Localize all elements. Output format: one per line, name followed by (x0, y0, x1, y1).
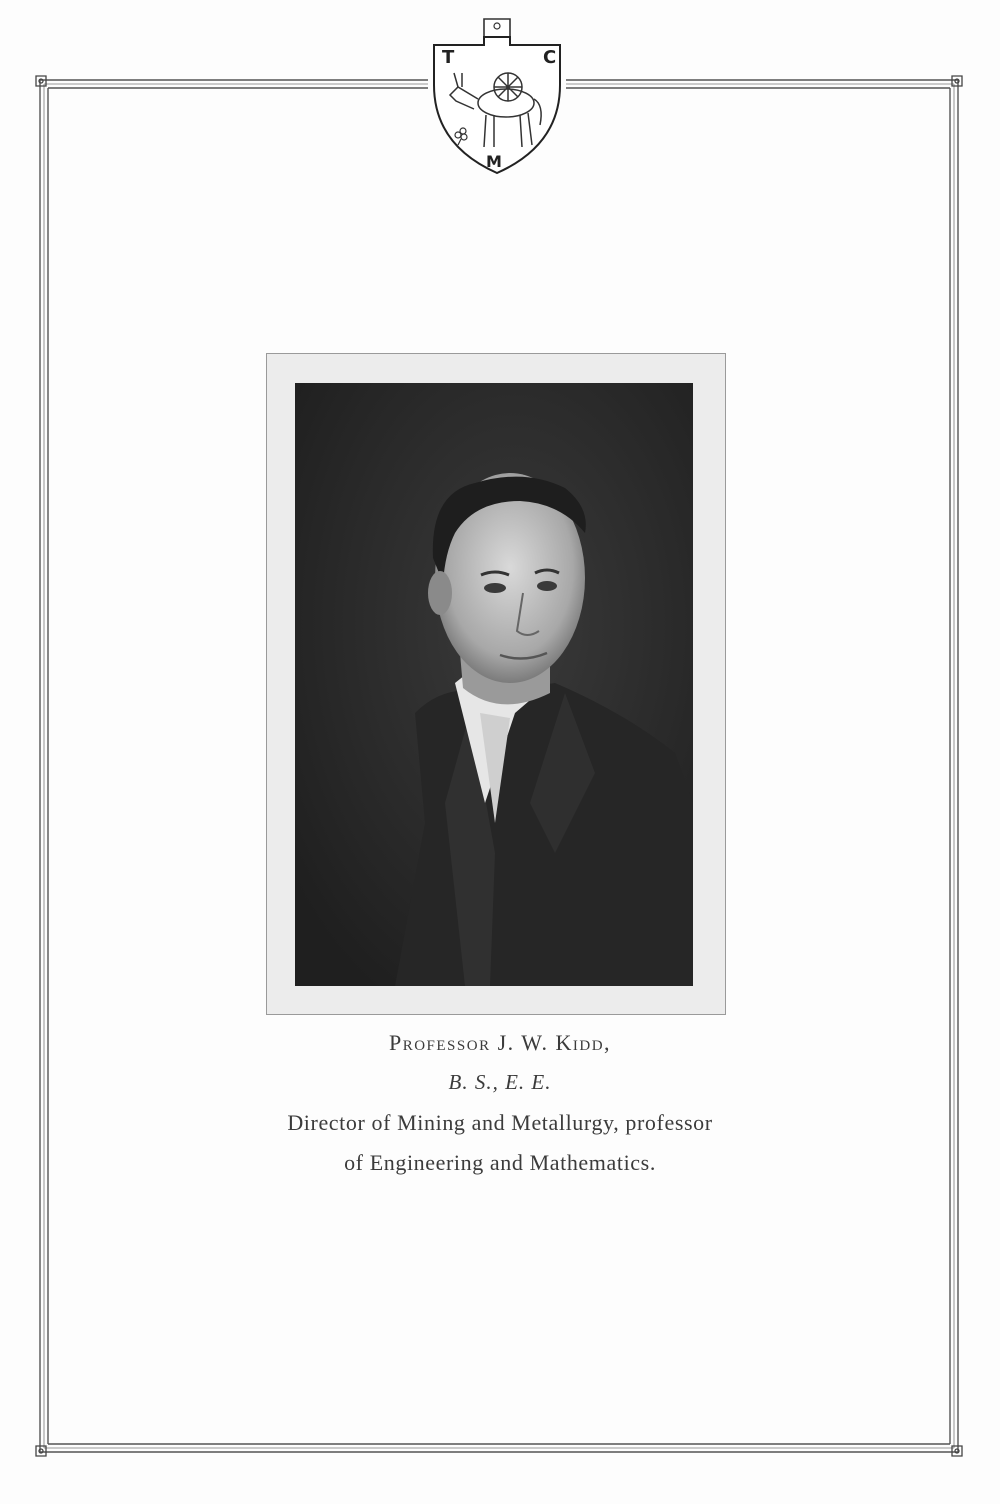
caption-name: Professor J. W. Kidd, (388, 1030, 612, 1055)
portrait-image (295, 383, 693, 986)
caption-title-line-1: Director of Mining and Metallurgy, professor (287, 1110, 713, 1135)
crest-letter-t: T (442, 47, 455, 68)
caption-degree: B. S., E. E. (448, 1070, 552, 1094)
caption-title-line-2: of Engineering and Mathematics. (344, 1150, 656, 1175)
portrait-photo (295, 383, 693, 986)
crest-letter-m: M (486, 152, 502, 171)
crest-letter-c: C (543, 47, 557, 68)
